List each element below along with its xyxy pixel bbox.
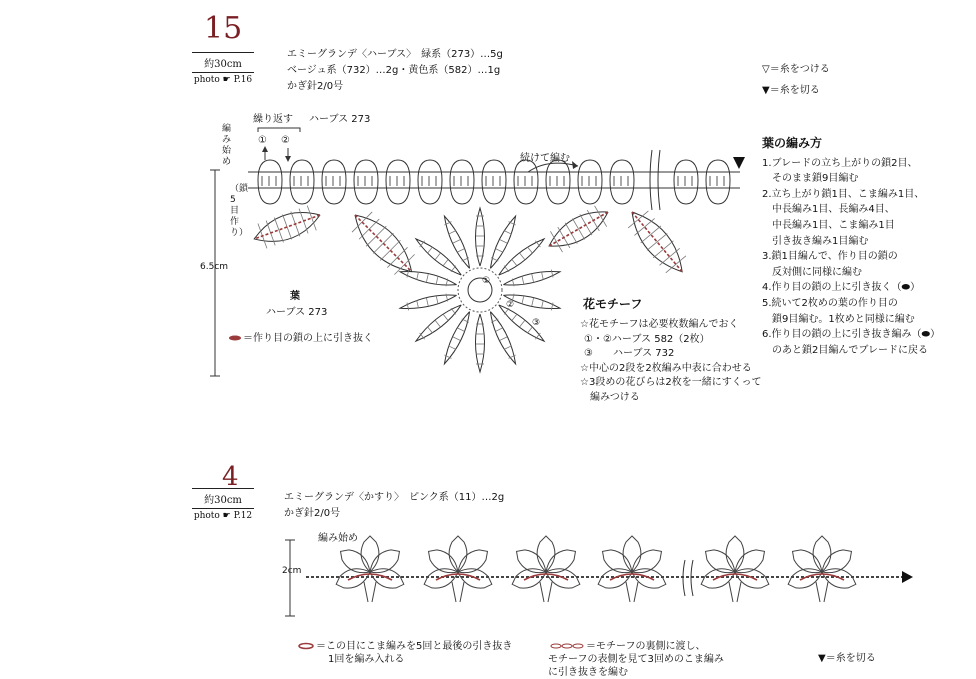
size-label: 約30cm bbox=[204, 495, 242, 506]
leaf-step: 3.鎖1目編んで、作り目の鎖の bbox=[762, 251, 898, 263]
height-label-15: 6.5cm bbox=[200, 262, 229, 272]
leaf-step: 1.ブレードの立ち上がりの鎖2目、 bbox=[762, 157, 918, 169]
leaf-step: 鎖9目編む。1枚めと同様に編む bbox=[762, 313, 915, 325]
height-label-4: 2cm bbox=[282, 566, 302, 576]
cut-triangle-icon: ▼ bbox=[762, 85, 770, 96]
leaf-step: のあと鎖2目編んでブレードに戻る bbox=[762, 344, 928, 356]
cut-triangle-icon: ▼ bbox=[818, 653, 826, 664]
pattern-number-15: 15 bbox=[204, 11, 243, 46]
flower-note: ①・②ハーブス 582（2枚） bbox=[584, 333, 710, 345]
leaf-step: 4.作り目の鎖の上に引き抜く（⬬） bbox=[762, 282, 921, 294]
maple-motif bbox=[785, 536, 859, 602]
repeat-mark-1: ① bbox=[258, 135, 267, 146]
repeat-mark-2: ② bbox=[281, 135, 290, 146]
maple-motif bbox=[698, 536, 772, 602]
leaf-title: 葉 bbox=[290, 291, 300, 302]
maple-motif bbox=[509, 536, 583, 602]
slip-legend: ＝作り目の鎖の上に引き抜く bbox=[243, 333, 373, 344]
flower-note: ☆中心の2段を2枚編み中表に合わせる bbox=[580, 362, 752, 374]
leaf-step: 中長編み1目、長編み4目、 bbox=[762, 204, 895, 216]
maple-motif bbox=[595, 536, 669, 602]
material-line: エミーグランデ〈かすり〉 ピンク系（11）…2g bbox=[284, 492, 505, 503]
chain-oval-icons bbox=[551, 644, 583, 648]
flower-marker-2: ② bbox=[506, 300, 515, 310]
flower-note: ☆3段めの花びらは2枚を一緒にすくって bbox=[580, 377, 762, 388]
leaf-step: 5.続いて2枚めの葉の作り目の bbox=[762, 297, 898, 309]
flower-note: ③ ハーブス 732 bbox=[584, 348, 675, 359]
leaf-step: 中長編み1目、こま編み1目 bbox=[762, 219, 895, 231]
leaf-motifs bbox=[333, 536, 859, 602]
leaf-method-title: 葉の編み方 bbox=[762, 136, 823, 150]
flower-marker-1: ① bbox=[482, 276, 491, 286]
repeat-label: 繰り返す ハーブス 273 bbox=[253, 114, 371, 125]
leaf-step: 反対側に同様に編む bbox=[762, 266, 862, 278]
start-label-15: 編み始め bbox=[222, 124, 232, 167]
photo-ref: photo ☛ P.12 bbox=[193, 511, 253, 521]
legend-attach: ▽＝糸をつける bbox=[762, 64, 830, 75]
maple-motif bbox=[333, 536, 407, 602]
size-label: 約30cm bbox=[204, 59, 242, 70]
legend-cut: ▼＝糸を切る bbox=[762, 85, 820, 96]
maple-motif bbox=[421, 536, 495, 602]
material-line: エミーグランデ〈ハーブス〉 緑系（273）…5g bbox=[287, 49, 503, 60]
flower-marker-3: ③ bbox=[532, 318, 541, 328]
attach-triangle-icon: ▽ bbox=[762, 64, 770, 75]
end-triangle-icon bbox=[902, 571, 913, 583]
material-line: かぎ針2/0号 bbox=[287, 81, 344, 92]
chain-label: （鎖5目作り） bbox=[230, 184, 249, 238]
leaf-step: 6.作り目の鎖の上に引き抜き編み（⬬） bbox=[762, 329, 941, 341]
pattern-number-4: 4 bbox=[222, 462, 239, 492]
material-line: かぎ針2/0号 bbox=[284, 508, 341, 519]
leaf-step: そのまま鎖9目編む bbox=[762, 173, 859, 185]
flower-note: ☆花モチーフは必要枚数編んでおく bbox=[580, 319, 739, 330]
material-line: ベージュ系（732）…2g・黄色系（582）…1g bbox=[287, 65, 501, 76]
photo-ref: photo ☛ P.16 bbox=[193, 75, 253, 85]
continue-label: 続けて編む bbox=[520, 153, 570, 164]
flower-note: 編みつける bbox=[580, 391, 640, 403]
leaf-step: 引き抜き編み1目編む bbox=[762, 235, 869, 247]
legend-4b: ＝モチーフの裏側に渡し、 モチーフの表側を見て3回めのこま編み に引き抜きを編む bbox=[548, 641, 724, 678]
start-label-4: 編み始め bbox=[318, 533, 358, 544]
legend-4a: ＝この目にこま編みを5回と最後の引き抜き 1回を編み入れる bbox=[316, 641, 513, 665]
legend-cut-4: ▼＝糸を切る bbox=[818, 653, 876, 664]
slip-ring-icon bbox=[299, 644, 313, 649]
flower-title: 花モチーフ bbox=[583, 297, 643, 311]
leaf-color: ハーブス 273 bbox=[266, 307, 328, 318]
leaf-step: 2.立ち上がり鎖1目、こま編み1目、 bbox=[762, 188, 925, 200]
